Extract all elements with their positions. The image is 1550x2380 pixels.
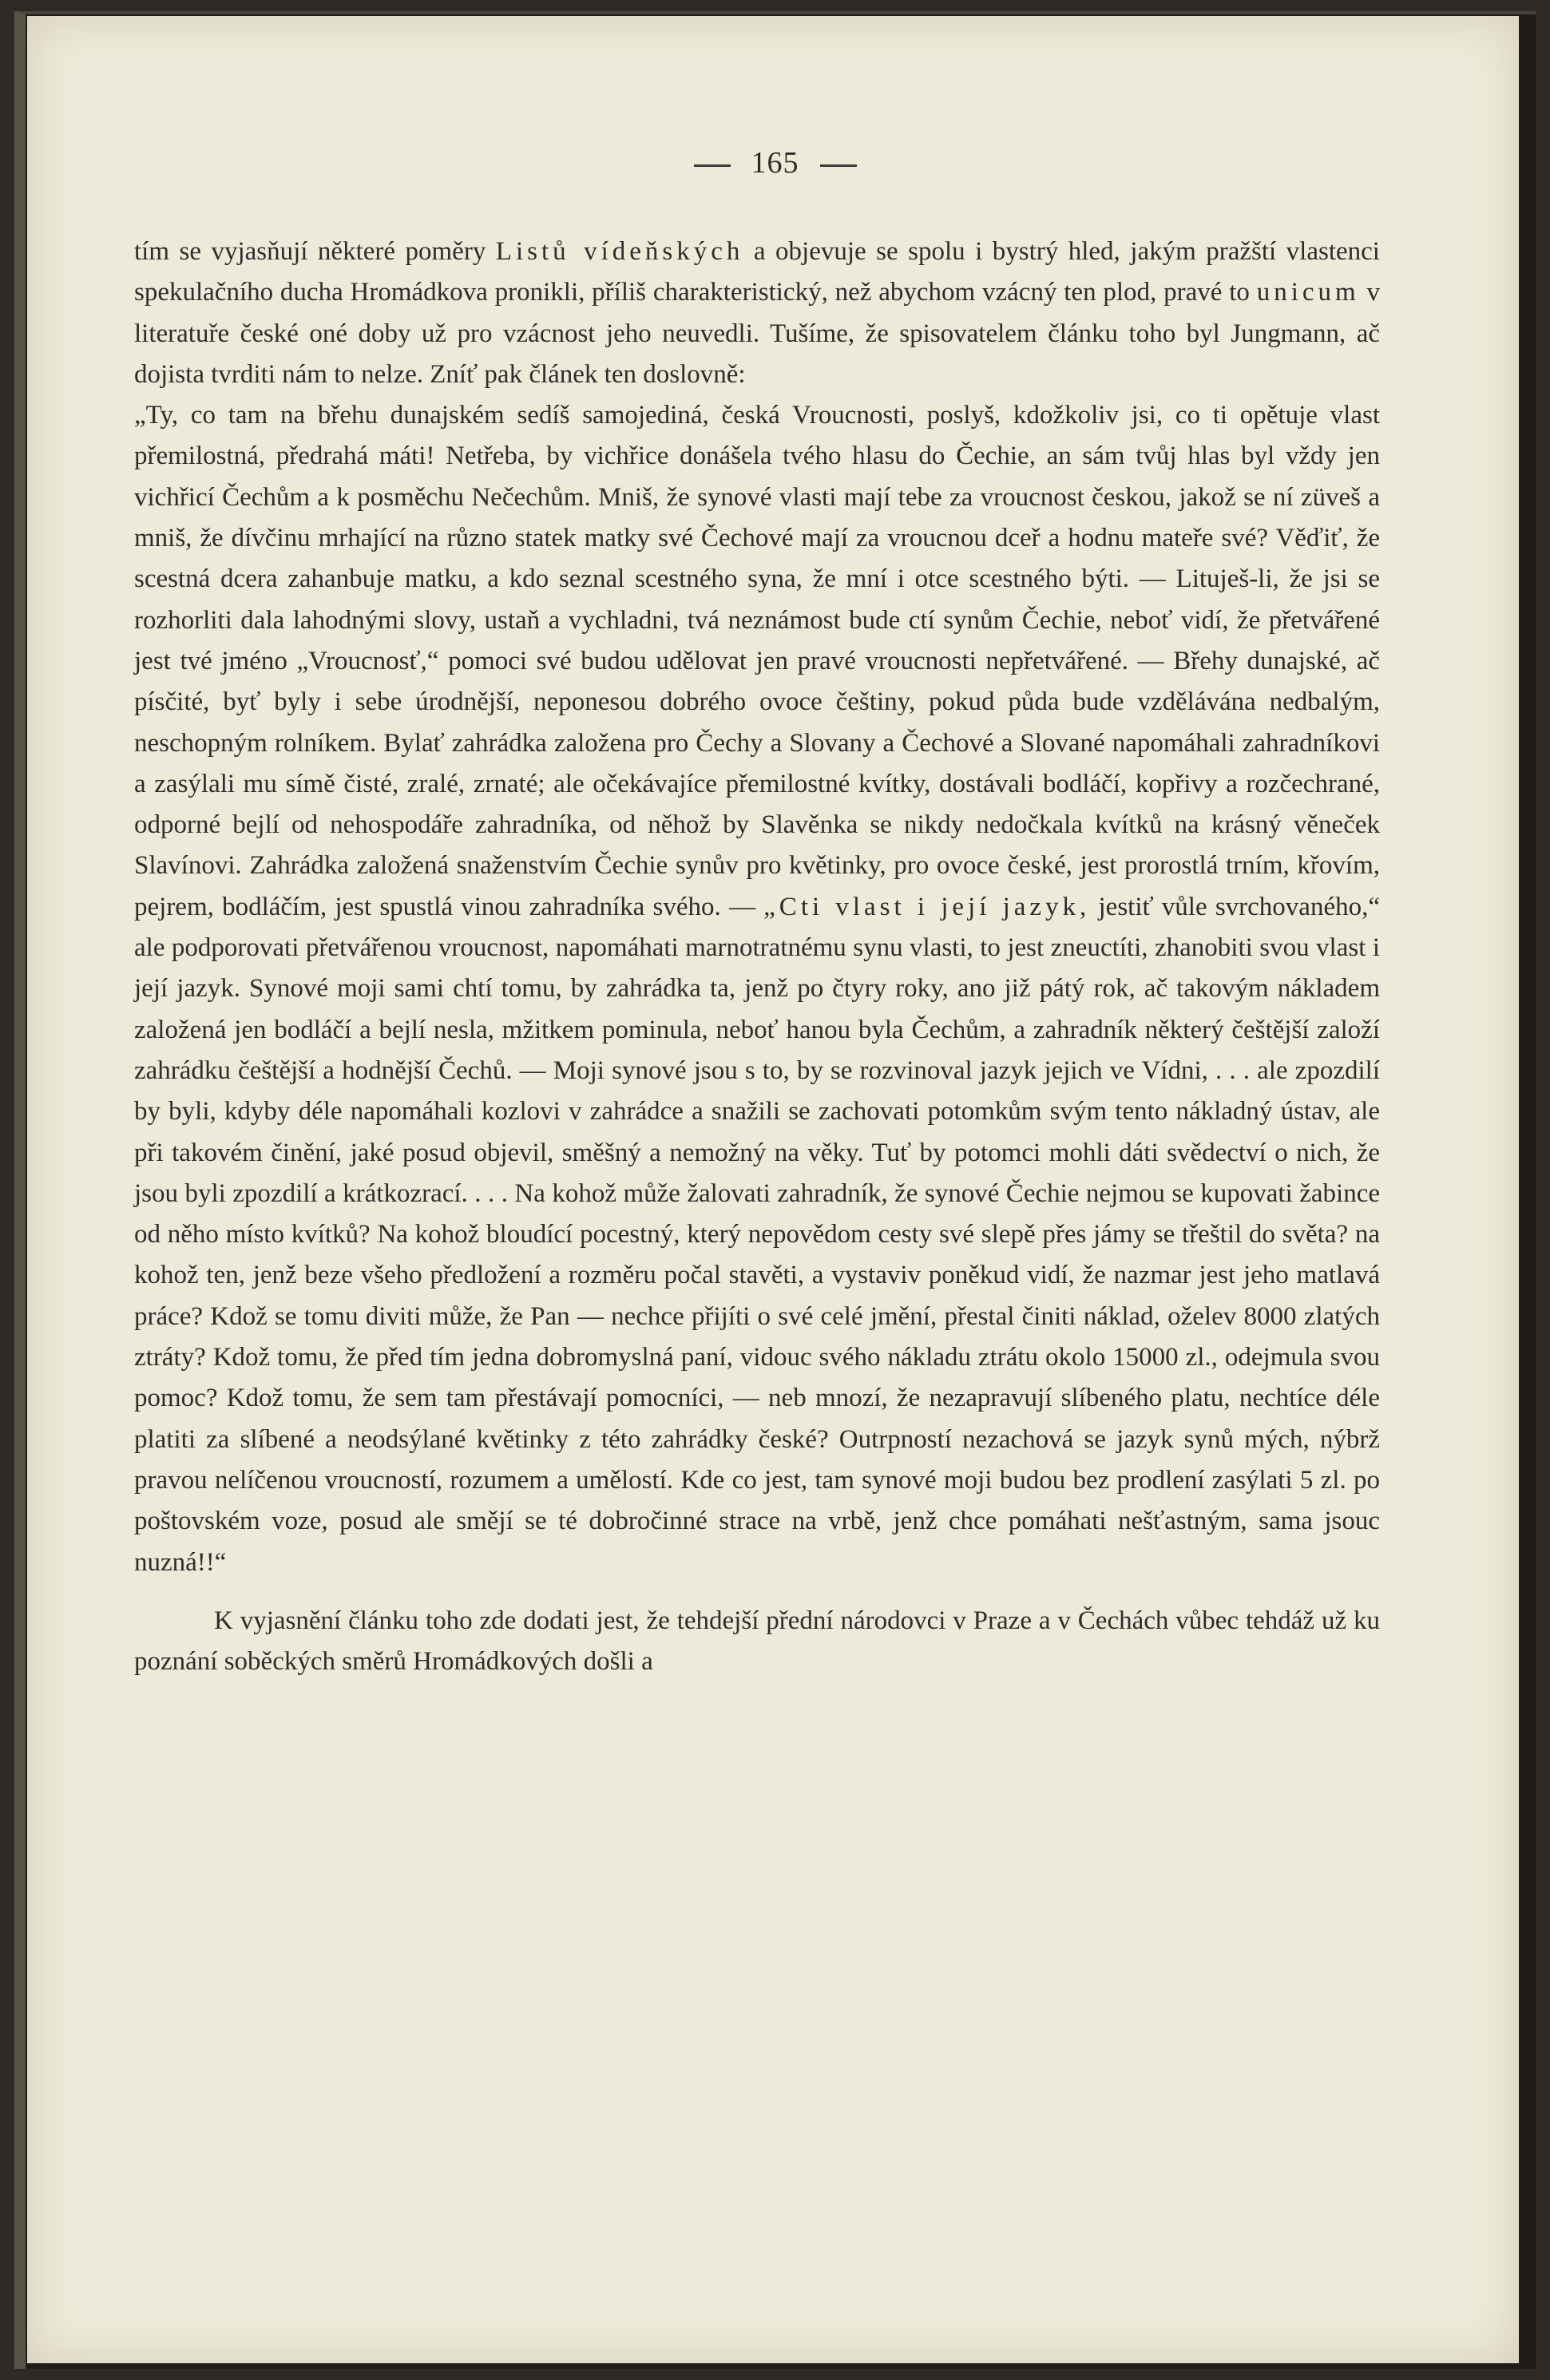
quote-text-1: „Ty, co tam na břehu dunajském sedíš samojediná, česká Vroucnosti, poslyš, kdožkoliv jsi, co ti opětuje vlast přemilostná, předrahá máti! Netřeba, by vichřice donášela tvého hlasu do Čechie, an sám tvůj hlas byl vždy jen vichřicí Čechům a k posměchu Nečechům. Mniš, že synové vlasti mají tebe za vroucnost českou, jakož se ní züveš a mniš, že dívčinu mrhající na různo statek matky své Čechové mají za vroucnou dceř a hodnu mateře své? Věďiť, že scestná dcera zahanbuje matku, a kdo seznal scestného syna, že mní i otce scestného býti. — Lituješ-li, že jsi se rozhorliti dala lahodnými slovy, ustaň a vychladni, tvá neznámost bude ctí synům Čechie, neboť vidí, že přetvářené jest tvé jméno „Vroucnosť,“ pomoci své budou udělovat jen pravé vroucnosti nepřetvářené. — Břehy dunajské, ač písčité, byť byly i sebe úrodnější, neponesou dobrého ovoce češtiny, pokud půda bude vzdělávána nedbalým, neschopným rolníkem. Bylať zahrádka založena pro Čechy a Slovany a Čechové a Slované napomáhali zahradníkovi a zasýlali mu símě čisté, zralé, zrnaté; ale očekávajíce přemilostné kvítky, dostávali bodláčí, kopřivy a rozčechrané, odporné bejlí od nehospodáře zahradníka, od něhož by Slavěnka se nikdy nedočkala kvítků na krásný věneček Slavínovi. Zahrádka založená snaženstvím Čechie synův pro květinky, pro ovoce české, jest prorostlá trním, křovím, pejrem, bodláčím, jest spustlá vinou zahradníka svého. — — [134, 401, 1380, 921]
intro-text-1: tím se vyjasňují některé poměry — [134, 237, 496, 266]
intro-text-3: v literatuře české oné doby už pro vzácnost jeho neuvedli. Tušíme, že spisovatelem článku toho byl Jungmann, ač dojista tvrditi nám to nelze. Zníť pak článek ten doslovně: — [134, 278, 1380, 389]
quote-text-2: jestiť vůle svrchovaného,“ ale podporovati přetvářenou vroucnost, napomáhati marnotratnému synu vlasti, to jest zneuctíti, zhanobiti svou vlast i její jazyk. Synové moji sami chtí tomu, by zahrádka ta, jenž po čtyry roky, ano již pátý rok, ač takovým nákladem založená jen bodláčí a bejlí nesla, mžitkem pominula, neboť hanou byla Čechům, a zahradník některý češtější založí zahrádku češtější a hodnější Čechů. — Moji synové jsou s to, by se rozvinoval jazyk jejich ve Vídni, . . . ale zpozdilí by byli, kdyby déle napomáhali kozlovi v zahrádce a snažili se zachovati potomkům svým tento nákladný ústav, ale při takovém činění, jaké posud objevil, směšný a nemožný na věky. Tuť by potomci mohli dáti svědectví o nich, že jsou byli zpozdilí a krátkozrací. . . . Na kohož může žalovati zahradník, že synové Čechie nejmou se kupovati žabince od něho místo kvítků? Na kohož bloudící pocestný, který nepovědom cesty své slepě přes jámy se třeštil do světa? na kohož ten, jenž beze všeho předložení a rozměru počal stavěti, a vystaviv poněkud vidí, že nazmar jest jeho matlavá práce? Kdož se tomu diviti může, že Pan — nechce přijíti o své celé jmění, přestal činiti náklad, oželev 8000 zlatých ztráty? Kdož tomu, že před tím jedna dobromyslná paní, vidouc svého nákladu ztrátu okolo 15000 zl., odejmula svou pomoc? Kdož tomu, že sem tam přestávají pomocníci, — neb mnozí, že nezapravují slíbeného platu, nechtíce déle platiti za slíbené a neodsýlané květinky z této zahrádky české? Outrpností nezachová se jazyk synů mých, nýbrž pravou nelíčenou vroucností, rozumem a umělostí. Kde co jest, tam synové moji budou bez prodlení zasýlati 5 zl. po poštovském voze, posud ale smějí se té dobročinné strace na vrbě, jenž chce pomáhati nešťastným, sama jsouc nuzná!!“ — [134, 892, 1380, 1577]
intro-text-2: a objevuje se spolu i bystrý hled, jakým pražští vlastenci spekulačního ducha Hromádkova pronikli, příliš charakteristický, než abychom vzácný ten plod, pravé to — [134, 237, 1380, 307]
body-text — [134, 232, 1380, 1682]
emphasis-unicum: unicum — [1256, 278, 1360, 307]
emphasis-cti-vlast: „Cti vlast i její jazyk, — [763, 892, 1091, 921]
closing-paragraph: K vyjasnění článku toho zde dodati jest, že tehdejší přední národovci v Praze a v Čechách vůbec tehdáž už ku poznání soběckých směrů Hromádkových došli a — [134, 1606, 1380, 1677]
intro-paragraph — [134, 232, 1380, 395]
page-number: 165 — [751, 146, 799, 180]
left-dash — [694, 164, 731, 167]
page-header — [0, 145, 1550, 180]
right-dash — [820, 164, 857, 167]
quoted-article — [134, 395, 1380, 1583]
emphasis-listu-videnskych: Listů vídeňských — [495, 237, 744, 266]
